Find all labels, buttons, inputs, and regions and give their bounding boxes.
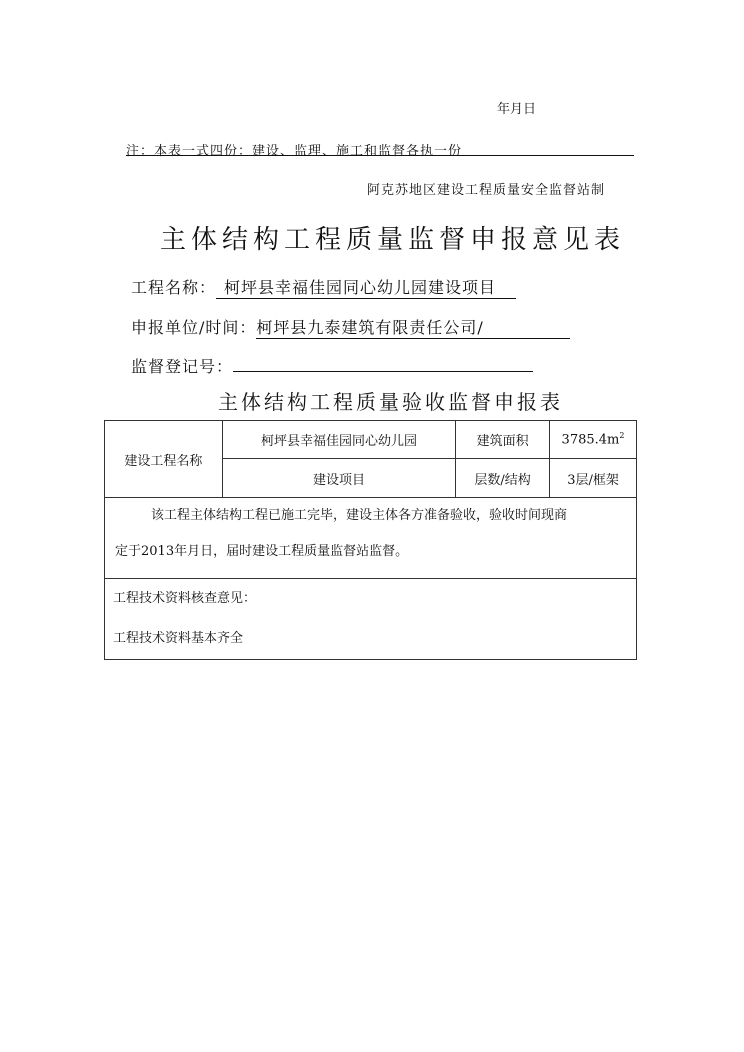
applicant-label: 申报单位/时间： — [131, 318, 257, 337]
registration-value[interactable] — [233, 353, 533, 372]
description-line2: 定于2013年月日，届时建设工程质量监督站监督。 — [115, 544, 409, 559]
distribution-note: 注：本表一式四份：建设、监理、施工和监督各执一份 — [126, 144, 463, 159]
note-underline — [126, 155, 634, 156]
registration-field — [131, 353, 533, 377]
area-label-cell: 建筑面积 — [456, 421, 550, 459]
application-table — [104, 420, 637, 660]
form-subtitle: 主体结构工程质量验收监督申报表 — [218, 390, 563, 414]
tech-review-label: 工程技术资料核查意见： — [113, 591, 257, 606]
project-name-header-cell: 建设工程名称 — [105, 421, 223, 498]
document-title: 主体结构工程质量监督申报意见表 — [160, 225, 626, 255]
applicant-value[interactable]: 柯坪县九泰建筑有限责任公司/ — [256, 315, 570, 339]
project-name-field — [131, 275, 516, 299]
description-cell — [105, 498, 637, 579]
date-line: 年月日 — [497, 102, 537, 117]
registration-label: 监督登记号： — [131, 357, 234, 376]
issuing-organization: 阿克苏地区建设工程质量安全监督站制 — [367, 183, 606, 198]
description-line1: 该工程主体结构工程已施工完毕，建设主体各方准备验收，验收时间现商 — [151, 508, 568, 523]
tech-review-cell — [105, 579, 637, 660]
area-unit-superscript: 2 — [619, 431, 625, 441]
project-name-line2-cell: 建设项目 — [222, 459, 455, 498]
tech-review-value: 工程技术资料基本齐全 — [113, 631, 244, 646]
project-name-value[interactable]: 柯坪县幸福佳园同心幼儿园建设项目 — [216, 275, 516, 299]
floors-label-cell: 层数/结构 — [456, 459, 550, 498]
floors-value-cell: 3层/框架 — [550, 459, 637, 498]
applicant-field — [131, 315, 570, 339]
project-name-label: 工程名称： — [131, 278, 217, 297]
area-value-cell: $3785.4m^2$ — [550, 421, 637, 459]
project-name-line1-cell: 柯坪县幸福佳园同心幼儿园 — [222, 421, 455, 459]
